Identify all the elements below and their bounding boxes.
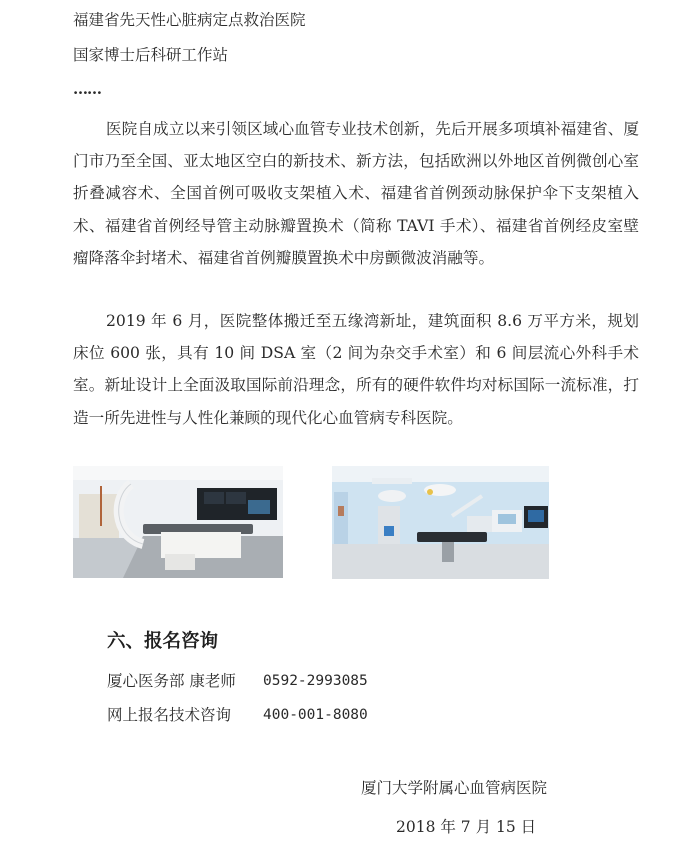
contact-phone: 0592-2993085: [263, 673, 368, 689]
signature-organization: 厦门大学附属心血管病医院: [361, 779, 548, 797]
ellipsis: ……: [73, 80, 101, 98]
paragraph-relocation: 2019 年 6 月，医院整体搬迁至五缘湾新址，建筑面积 8.6 万平方米，规划床位 600 张，具有 10 间 DSA 室（2 间为杂交手术室）和 6 间层流心外科手术室。新址设计上全面汲取国际前沿理念，所有的硬件软件均对标国际一流标准，打造一所先进性与人性化兼顾的现代化心血管病专科医院。: [73, 312, 639, 427]
cath-lab-illustration: [73, 466, 283, 578]
signature-date: 2018 年 7 月 15 日: [396, 818, 537, 836]
catheterization-lab-photo: [73, 466, 283, 578]
contact-label: 网上报名技术咨询: [107, 706, 232, 724]
section-heading-registration: 六、报名咨询: [107, 631, 219, 652]
operating-room-photo: [332, 466, 549, 579]
header-line-cardiac-center: 福建省先天性心脏病定点救治医院: [73, 11, 306, 29]
contact-label: 厦心医务部 康老师: [107, 672, 236, 690]
operating-room-illustration: [332, 466, 549, 579]
header-line-postdoc-station: 国家博士后科研工作站: [73, 46, 229, 64]
contact-phone: 400-001-8080: [263, 707, 368, 723]
paragraph-innovation: 医院自成立以来引领区域心血管专业技术创新，先后开展多项填补福建省、厦门市乃至全国、亚太地区空白的新技术、新方法，包括欧洲以外地区首例微创心室折叠减容术、全国首例可吸收支架植入术、福建省首例颈动脉保护伞下支架植入术、福建省首例经导管主动脉瓣置换术（简称 TAVI 手术）、福建省首例经皮室壁瘤降落伞封堵术、福建省首例瓣膜置换术中房颤微波消融等。: [73, 120, 639, 267]
